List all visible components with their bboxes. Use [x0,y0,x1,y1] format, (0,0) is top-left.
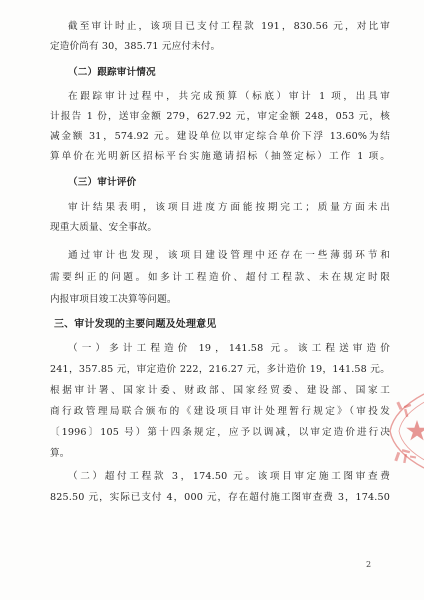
paragraph-line: 审计结果表明，该项目进度方面能按期完工；质量方面未出 [68,202,390,213]
paragraph-line: 241，357.85 元，审定造价 222，216.27 元，多计造价 19，141.58 元。 [50,364,390,375]
section-heading: （三）审计评价 [68,177,137,188]
paragraph-line: 商行政管理局联合颁布的《建设项目审计处理暂行规定》（审投发 [50,406,390,417]
paragraph-line: 计报告 1 份，送审金额 279，627.92 元，审定金额 248，053 元，核 [50,111,390,122]
paragraph-line: 需要纠正的问题。如多计工程造价、超付工程款、未在规定时限 [50,272,390,283]
chapter-heading: 三、审计发现的主要问题及处理意见 [54,319,217,330]
paragraph-line: 在跟踪审计过程中，共完成预算（标底）审计 1 项，出具审 [68,91,390,102]
paragraph-line: 内报审项目竣工决算等问题。 [50,294,177,305]
paragraph-line: （一）多计工程造价 19，141.58 元。该工程送审造价 [68,343,390,354]
paragraph-line: 通过审计也发现，该项目建设管理中还存在一些薄弱环节和 [68,250,390,261]
paragraph-line: 根据审计署、国家计委、财政部、国家经贸委、建设部、国家工 [50,385,390,396]
paragraph-line: （二）超付工程款 3，174.50 元。该项目审定施工图审查费 [68,471,390,482]
paragraph-line: 算。 [50,448,70,459]
paragraph-line: 定造价尚有 30，385.71 元应付未付。 [50,41,221,52]
paragraph-line: 算单价在光明新区招标平台实施邀请招标（抽签定标）工作 1 项。 [50,151,390,162]
page-number: 2 [366,560,372,569]
official-seal-stamp [384,390,424,472]
paragraph-line: 截至审计时止，该项目已支付工程款 191，830.56 元，对比审 [68,21,390,32]
paragraph-line: 〔1996〕105 号）第十四条规定，应予以调减，以审定造价进行决 [50,427,390,438]
section-heading: （二）跟踪审计情况 [68,67,156,78]
paragraph-line: 减金额 31，574.92 元。建设单位以审定综合单价下浮 13.60%为结 [50,131,390,142]
paragraph-line: 825.50 元，实际已支付 4，000 元，存在超付施工图审查费 3，174.50 [50,492,390,503]
paragraph-line: 现重大质量、安全事故。 [50,222,158,233]
